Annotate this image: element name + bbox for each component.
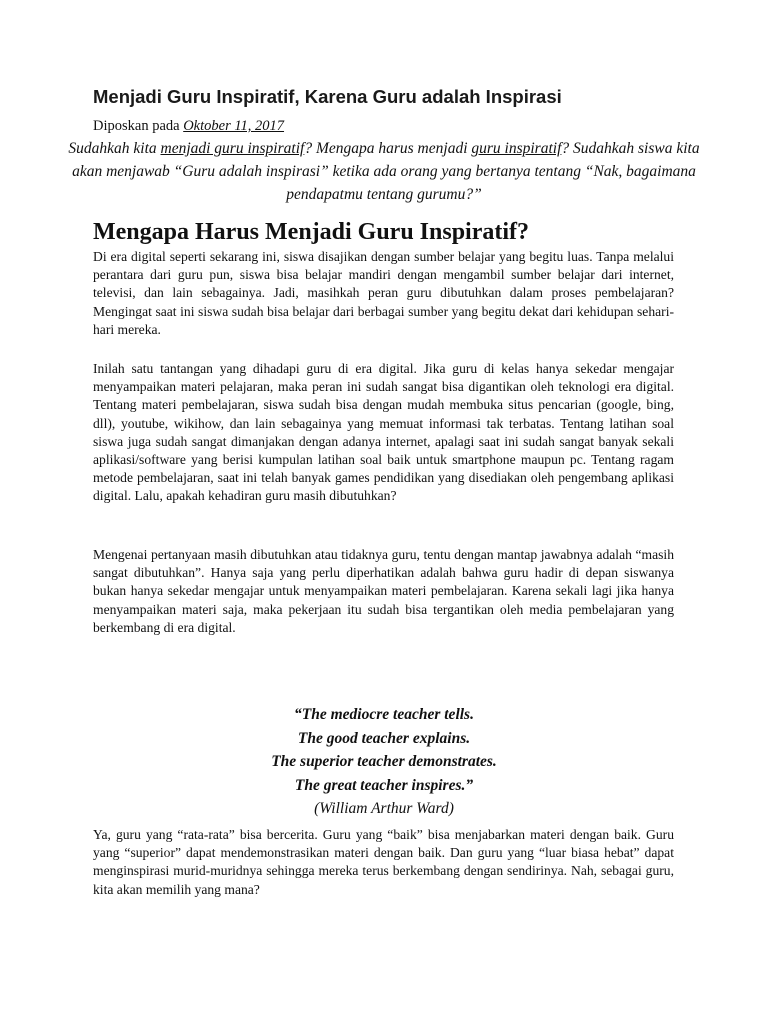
posted-date-link[interactable]: Oktober 11, 2017 bbox=[183, 118, 285, 134]
quote-line-1: “The mediocre teacher tells. bbox=[294, 706, 474, 723]
post-meta bbox=[93, 118, 284, 135]
intro-text-3: ? Sudahkah siswa kita akan menjawab “Guru adalah inspirasi” ketika ada orang yang bertanya tentang “Nak, bagaimana pendapatmu tentang gurumu?” bbox=[72, 140, 700, 203]
paragraph-3: Mengenai pertanyaan masih dibutuhkan atau tidaknya guru, tentu dengan mantap jawabnya adalah “masih sangat dibutuhkan”. Hanya saja yang perlu diperhatikan adalah bahwa guru hadir di depan siswanya bukan hanya sekedar mengajar untuk menyampaikan materi pembelajaran. Karena sekali lagi jika hanya menyampaikan materi saja, maka pekerjaan itu sudah bisa tergantikan oleh media pembelajaran yang berkembang di era digital. bbox=[93, 547, 674, 635]
quote-author: (William Arthur Ward) bbox=[314, 800, 454, 817]
section-heading: Mengapa Harus Menjadi Guru Inspiratif? bbox=[93, 219, 530, 245]
quote-line-4: The great teacher inspires.” bbox=[294, 776, 474, 794]
intro-text-1: Sudahkah kita bbox=[68, 140, 161, 157]
block-quote bbox=[60, 703, 708, 821]
intro-link-guru-inspiratif-1[interactable]: menjadi guru inspiratif bbox=[160, 140, 305, 157]
intro-text-2: ? Mengapa harus menjadi bbox=[304, 140, 472, 157]
intro-link-guru-inspiratif-2[interactable]: guru inspiratif bbox=[471, 140, 562, 157]
posted-label: Diposkan pada bbox=[93, 118, 184, 134]
quote-line-3: The superior teacher demonstrates. bbox=[271, 753, 497, 770]
paragraph-2: Inilah satu tantangan yang dihadapi guru di era digital. Jika guru di kelas hanya sekedar mengajar menyampaikan materi pelajaran, maka peran ini sudah sangat bisa digantikan oleh teknologi era digital. Tentang materi pembelajaran, siswa sudah bisa dengan mudah membuka situs pencarian (google, bing, dll), youtube, wikihow, dan lain sebagainya yang memuat informasi tak terbatas. Tentang latihan soal siswa juga sudah sangat dimanjakan dengan adanya internet, apalagi saat ini sudah sangat banyak sekali aplikasi/software yang berisi kumpulan latihan soal baik untuk smartphone maupun pc. Tentang ragam metode pembelajaran, saat ini telah banyak games pendidikan yang disediakan oleh pengembang aplikasi digital. Lalu, apakah kehadiran guru masih dibutuhkan? bbox=[93, 361, 674, 504]
quote-line-2: The good teacher explains. bbox=[297, 729, 471, 747]
paragraph-1: Di era digital seperti sekarang ini, siswa disajikan dengan sumber belajar yang begitu luas. Tanpa melalui perantara dari guru pun, siswa bisa belajar mandiri dengan mengambil sumber belajar dari internet, televisi, dan lain sebagainya. Jadi, masihkah peran guru dibutuhkan dalam proses pembelajaran? Mengingat saat ini siswa sudah bisa belajar dari berbagai sumber yang begitu dekat dari kehidupan sehari-hari mereka. bbox=[93, 249, 674, 337]
page-title: Menjadi Guru Inspiratif, Karena Guru adalah Inspirasi bbox=[93, 86, 562, 107]
paragraph-4: Ya, guru yang “rata-rata” bisa bercerita. Guru yang “baik” bisa menjabarkan materi dengan baik. Guru yang “superior” dapat mendemonstrasikan materi dengan baik. Dan guru yang “luar biasa hebat” dapat menginspirasi murid-muridnya sehingga mereka terus berkembang dengan sendirinya. Nah, sebagai guru, kita akan memilih yang mana? bbox=[93, 827, 674, 897]
intro-lead bbox=[60, 137, 708, 206]
